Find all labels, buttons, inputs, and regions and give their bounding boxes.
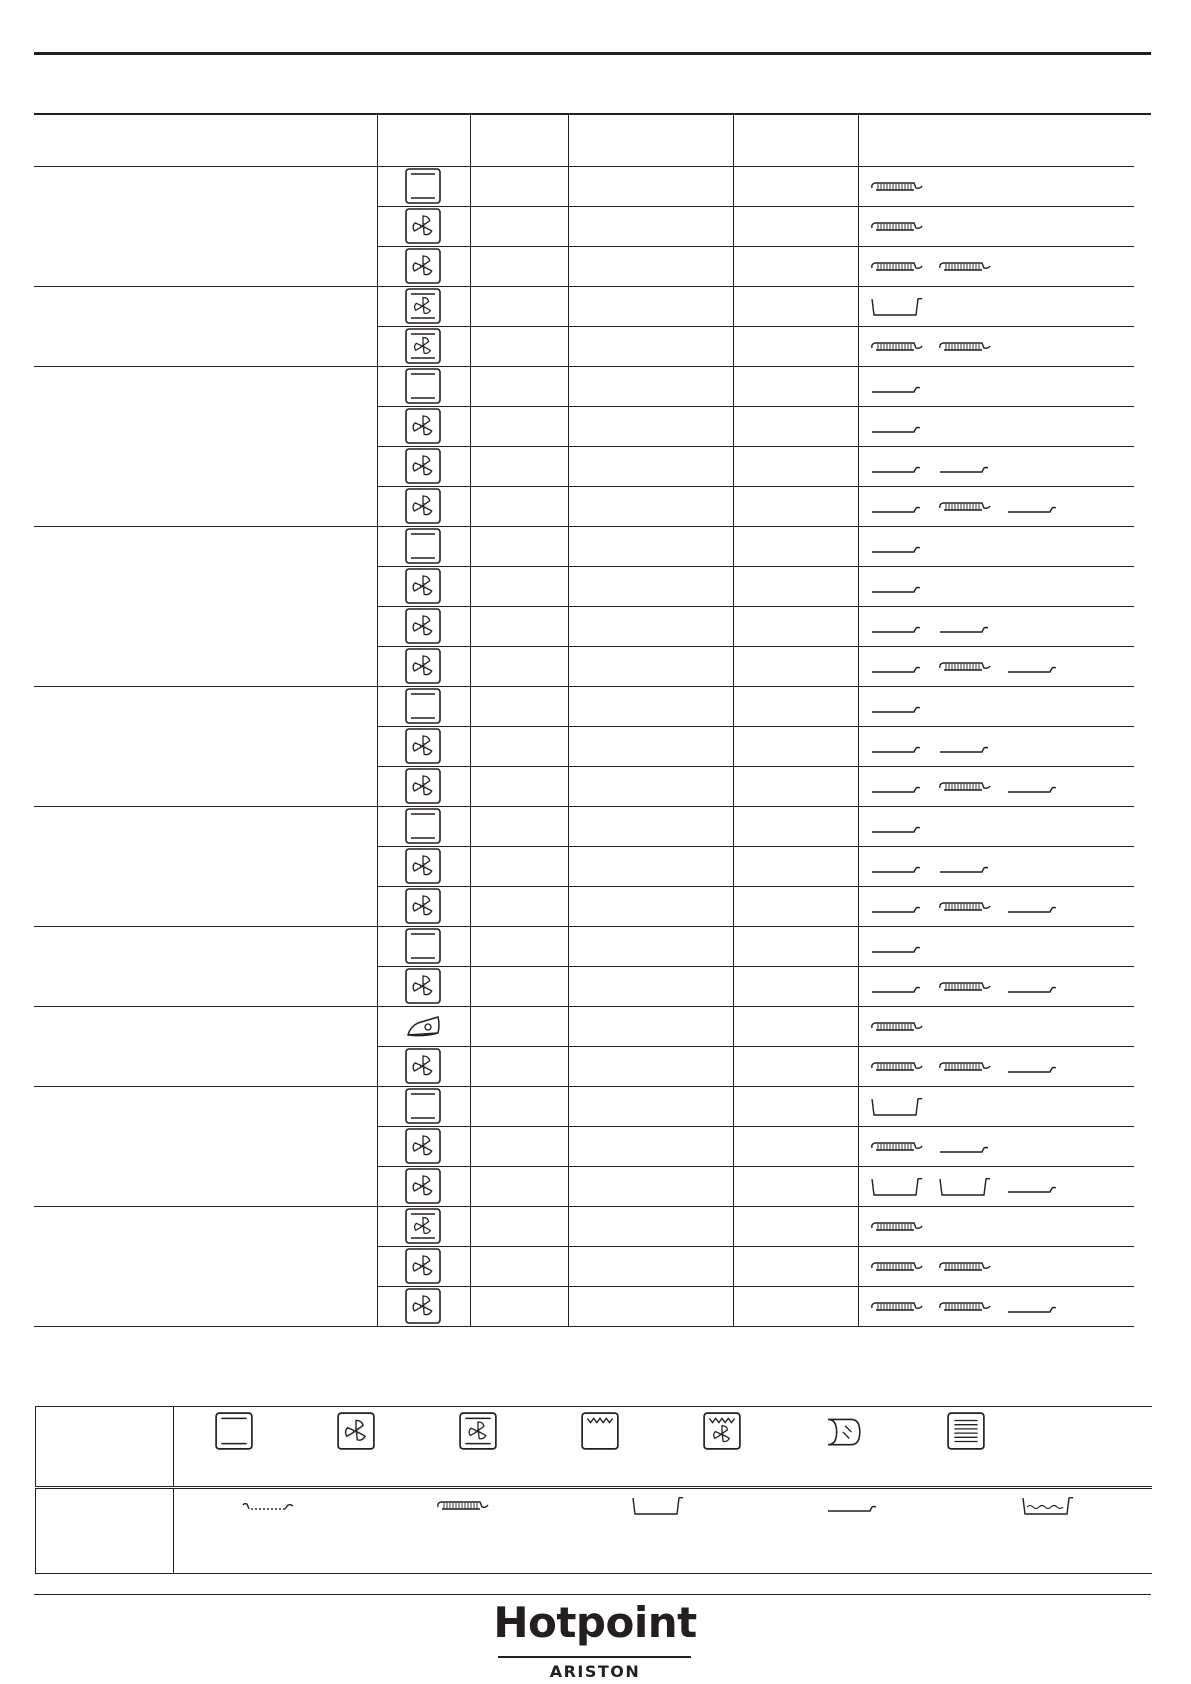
row-rule [377, 1246, 1134, 1247]
grill-rack-icon [870, 1258, 924, 1278]
baking-tray-icon [870, 618, 924, 638]
baking-tray-icon [870, 818, 924, 838]
baking-tray-icon [870, 898, 924, 918]
grill-rack-icon [938, 498, 992, 518]
baking-tray-icon [1006, 658, 1060, 678]
static-oven-icon [404, 367, 442, 405]
grill-rack-icon [938, 338, 992, 358]
baking-tray-icon [938, 618, 992, 638]
row-rule [377, 646, 1134, 647]
fan-oven-icon [404, 847, 442, 885]
wire-shelf-icon [241, 1497, 295, 1517]
grill-rack-icon [870, 258, 924, 278]
grill-rack-icon [870, 1018, 924, 1038]
row-rule [377, 206, 1134, 207]
baking-tray-icon [870, 498, 924, 518]
baking-tray-icon [938, 1138, 992, 1158]
grill-rack-icon [436, 1497, 490, 1517]
group-rule [34, 526, 1134, 527]
footer-rule [34, 1594, 1151, 1595]
column-divider [733, 115, 734, 1326]
row-rule [377, 766, 1134, 767]
row-rule [377, 566, 1134, 567]
baking-tray-icon [870, 938, 924, 958]
legend-functions-label [36, 1407, 174, 1486]
deep-tray-icon [938, 1178, 992, 1198]
group-rule [34, 1326, 1134, 1327]
grill-rack-icon [870, 1138, 924, 1158]
pizza-icon [404, 1007, 442, 1045]
row-rule [377, 1046, 1134, 1047]
brand-sub: ARISTON [549, 1662, 641, 1681]
list-icon [946, 1411, 986, 1451]
fan-oven-icon [404, 1047, 442, 1085]
legend-functions [35, 1406, 1152, 1487]
bread-icon [824, 1411, 864, 1451]
row-rule [377, 1126, 1134, 1127]
fan-oven-icon [404, 447, 442, 485]
group-rule [34, 806, 1134, 807]
brand-underline [498, 1656, 691, 1658]
grill-rack-icon [870, 338, 924, 358]
deep-tray-icon [631, 1497, 685, 1517]
convection-bake-icon [458, 1411, 498, 1451]
group-rule [34, 686, 1134, 687]
fan-oven-icon [404, 647, 442, 685]
grill-rack-icon [870, 218, 924, 238]
grill-icon [580, 1411, 620, 1451]
static-oven-icon [404, 167, 442, 205]
header-row-rule [34, 166, 1134, 167]
row-rule [377, 966, 1134, 967]
convection-bake-icon [404, 1207, 442, 1245]
row-rule [377, 446, 1134, 447]
baking-tray-icon [1006, 978, 1060, 998]
grill-rack-icon [870, 1218, 924, 1238]
fan-oven-icon [404, 767, 442, 805]
group-rule [34, 286, 1134, 287]
baking-tray-icon [870, 538, 924, 558]
fan-oven-icon [404, 567, 442, 605]
fan-oven-icon [404, 247, 442, 285]
row-rule [377, 1286, 1134, 1287]
baking-tray-icon [1006, 1298, 1060, 1318]
row-rule [377, 406, 1134, 407]
column-divider [470, 115, 471, 1326]
baking-tray-icon [870, 858, 924, 878]
fan-oven-icon [404, 207, 442, 245]
legend-accessories-label [36, 1489, 174, 1573]
baking-tray-icon [870, 418, 924, 438]
column-divider [858, 115, 859, 1326]
static-oven-icon [404, 1087, 442, 1125]
grill-rack-icon [870, 1298, 924, 1318]
static-oven-icon [404, 807, 442, 845]
fan-oven-icon [336, 1411, 376, 1451]
baking-tray-icon [1006, 1178, 1060, 1198]
group-rule [34, 926, 1134, 927]
fan-oven-icon [404, 1167, 442, 1205]
baking-tray-icon [938, 738, 992, 758]
deep-tray-icon [870, 1098, 924, 1118]
grill-rack-icon [938, 1058, 992, 1078]
row-rule [377, 846, 1134, 847]
baking-tray-icon [938, 858, 992, 878]
fan-oven-icon [404, 487, 442, 525]
grill-rack-icon [938, 658, 992, 678]
fan-oven-icon [404, 607, 442, 645]
row-rule [377, 606, 1134, 607]
grill-rack-icon [938, 1258, 992, 1278]
turbo-grill-icon [702, 1411, 742, 1451]
fan-oven-icon [404, 407, 442, 445]
fan-oven-icon [404, 1247, 442, 1285]
fan-oven-icon [404, 727, 442, 765]
grill-rack-icon [938, 978, 992, 998]
row-rule [377, 486, 1134, 487]
baking-tray-icon [938, 458, 992, 478]
grill-rack-icon [938, 778, 992, 798]
baking-tray-icon [870, 978, 924, 998]
baking-tray-icon [826, 1497, 880, 1517]
fan-oven-icon [404, 1287, 442, 1325]
baking-tray-icon [1006, 898, 1060, 918]
baking-tray-icon [870, 458, 924, 478]
water-tray-icon [1021, 1497, 1075, 1517]
row-rule [377, 326, 1134, 327]
row-rule [377, 1166, 1134, 1167]
static-oven-icon [214, 1411, 254, 1451]
grill-rack-icon [938, 898, 992, 918]
baking-tray-icon [1006, 1058, 1060, 1078]
group-rule [34, 1006, 1134, 1007]
row-rule [377, 246, 1134, 247]
static-oven-icon [404, 527, 442, 565]
group-rule [34, 1206, 1134, 1207]
grill-rack-icon [870, 178, 924, 198]
baking-tray-icon [870, 578, 924, 598]
baking-tray-icon [1006, 778, 1060, 798]
brand-name: Hotpoint [493, 1598, 697, 1647]
baking-tray-icon [1006, 498, 1060, 518]
baking-tray-icon [870, 698, 924, 718]
static-oven-icon [404, 927, 442, 965]
deep-tray-icon [870, 298, 924, 318]
fan-oven-icon [404, 967, 442, 1005]
convection-bake-icon [404, 327, 442, 365]
deep-tray-icon [870, 1178, 924, 1198]
grill-rack-icon [938, 1298, 992, 1318]
baking-tray-icon [870, 658, 924, 678]
grill-rack-icon [870, 1058, 924, 1078]
row-rule [377, 886, 1134, 887]
column-divider [568, 115, 569, 1326]
convection-bake-icon [404, 287, 442, 325]
grill-rack-icon [938, 258, 992, 278]
row-rule [377, 726, 1134, 727]
group-rule [34, 1086, 1134, 1087]
baking-tray-icon [870, 378, 924, 398]
fan-oven-icon [404, 1127, 442, 1165]
legend-accessories [35, 1488, 1152, 1574]
group-rule [34, 366, 1134, 367]
brand-logo [490, 1598, 700, 1681]
baking-tray-icon [870, 738, 924, 758]
static-oven-icon [404, 687, 442, 725]
fan-oven-icon [404, 887, 442, 925]
baking-tray-icon [870, 778, 924, 798]
column-divider [377, 115, 378, 1326]
